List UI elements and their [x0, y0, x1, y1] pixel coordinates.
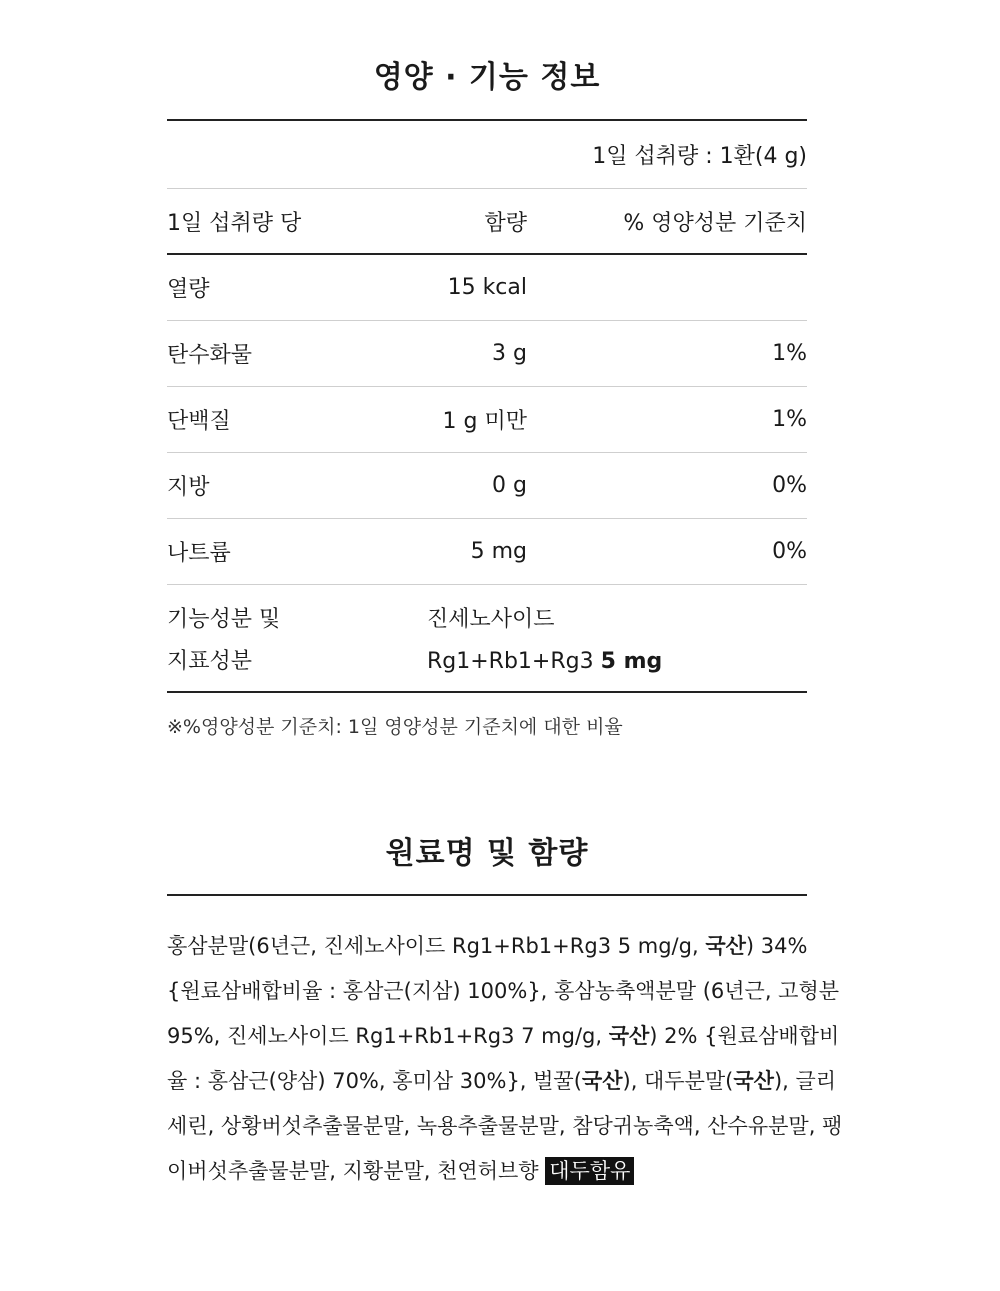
origin-korea-label: 국산: [581, 1069, 623, 1093]
functional-amount: 5 mg: [600, 649, 663, 674]
table-header: [167, 189, 807, 253]
functional-label: [167, 599, 427, 683]
nutrient-dv: 1%: [772, 341, 807, 366]
functional-label-line2: 지표성분: [167, 649, 253, 674]
ingredient-segment: ), 대두분말(: [622, 1069, 734, 1093]
nutrient-amount: 5 mg: [470, 539, 527, 564]
ingredients-rule: [167, 894, 807, 896]
origin-korea-label: 국산: [705, 934, 746, 958]
functional-label-line1: 기능성분 및: [167, 607, 281, 632]
nutrition-table: [167, 119, 807, 693]
table-row: [167, 387, 807, 452]
ingredients-section-title: 원료명 및 함량: [385, 836, 589, 871]
nutrient-amount: 3 g: [492, 341, 527, 366]
table-row: [167, 255, 807, 320]
nutrient-name: 단백질: [167, 409, 231, 434]
origin-korea-label: 국산: [608, 1024, 650, 1048]
header-daily-value: % 영양성분 기준치: [623, 210, 807, 236]
nutrient-name: 열량: [167, 277, 210, 302]
functional-ingredient-row: [167, 585, 807, 691]
functional-value: [427, 599, 807, 683]
ingredient-segment: ), 글리세린, 상황버섯추출물분말, 녹용추출물분말, 참당귀농축액, 산수유분말, 팽이버섯추출물분말, 지황분말, 천연허브향: [167, 1069, 843, 1183]
ingredients-text: [167, 924, 847, 1194]
table-row: [167, 321, 807, 386]
nutrient-amount: 15 kcal: [447, 275, 527, 300]
daily-value-note: ※%영양성분 기준치: 1일 영양성분 기준치에 대한 비율: [167, 716, 623, 738]
header-amount: 함량: [484, 210, 527, 236]
ingredient-segment: ) 2% {원료삼배합비율 : 홍삼근(양삼) 70%, 홍미삼 30%}, 벌꿀(: [167, 1024, 840, 1093]
table-row: [167, 453, 807, 518]
functional-value-line1: 진세노사이드: [427, 607, 555, 632]
ingredient-segment: ) 34% {원료삼배합비율 : 홍삼근(지삼) 100%}, 홍삼농축액분말 (6년근, 고형분 95%, 진세노사이드 Rg1+Rb1+Rg3 7 mg/g,: [167, 934, 840, 1048]
nutrient-amount: 1 g 미만: [442, 409, 527, 434]
serving-size: 1일 섭취량 : 1환(4 g): [592, 144, 807, 169]
nutrient-dv: 0%: [772, 539, 807, 564]
header-per-serving: 1일 섭취량 당: [167, 210, 302, 236]
nutrient-name: 탄수화물: [167, 343, 253, 368]
origin-korea-label: 국산: [733, 1069, 774, 1093]
functional-value-line2: [427, 641, 807, 683]
table-row: [167, 519, 807, 584]
nutrition-section-title: 영양 · 기능 정보: [373, 60, 601, 95]
ingredient-segment: 홍삼분말(6년근, 진세노사이드 Rg1+Rb1+Rg3 5 mg/g,: [167, 934, 706, 958]
functional-compounds: Rg1+Rb1+Rg3: [427, 649, 594, 674]
nutrient-amount: 0 g: [492, 473, 527, 498]
nutrient-dv: 0%: [772, 473, 807, 498]
nutrient-name: 나트륨: [167, 541, 231, 566]
nutrient-dv: 1%: [772, 407, 807, 432]
nutrient-name: 지방: [167, 475, 210, 500]
allergen-badge: 대두함유: [545, 1157, 634, 1185]
table-bottom-rule: [167, 691, 807, 693]
